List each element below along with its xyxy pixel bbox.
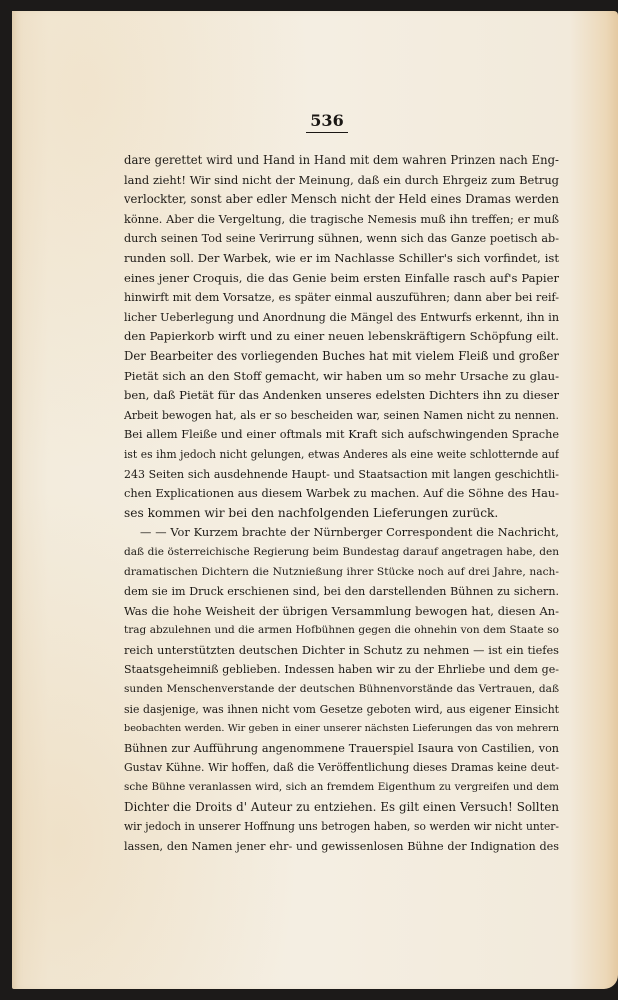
text-line: Staatsgeheimniß geblieben. Indessen haben wir zu der Ehrliebe und dem ge- [124,663,559,677]
text-line: dramatischen Dichtern die Nutznießung ihrer Stücke noch auf drei Jahre, nach- [124,565,559,579]
text-line: Bühnen zur Aufführung angenommene Trauerspiel Isaura von Castilien, von [124,741,559,755]
page-number: 536 [12,111,618,133]
text-line: den Papierkorb wirft und zu einer neuen lebenskräftigern Schöpfung eilt. [124,329,559,344]
text-line: hinwirft mit dem Vorsatze, es später einmal auszuführen; dann aber bei reif- [124,291,559,305]
text-line: ben, daß Pietät für das Andenken unseres edelsten Dichters ihn zu dieser [124,388,559,403]
text-line: licher Ueberlegung und Anordnung die Mängel des Entwurfs erkennt, ihn in [124,310,559,324]
text-line: Gustav Kühne. Wir hoffen, daß die Veröffentlichung dieses Dramas keine deut- [124,761,559,775]
text-line: Arbeit bewogen hat, als er so bescheiden war, seinen Namen nicht zu nennen. [124,408,559,422]
text-line: verlockter, sonst aber edler Mensch nicht der Held eines Dramas werden [124,192,559,207]
text-line: Der Bearbeiter des vorliegenden Buches hat mit vielem Fleiß und großer [124,348,559,363]
text-line: beobachten werden. Wir geben in einer unserer nächsten Lieferungen das von mehrern [124,723,559,735]
text-line: 243 Seiten sich ausdehnende Haupt- und Staatsaction mit langen geschichtli- [124,467,559,481]
text-line: runden soll. Der Warbek, wie er im Nachlasse Schiller's sich vorfindet, ist [124,250,559,265]
text-line: sche Bühne veranlassen wird, sich an fremdem Eigenthum zu vergreifen und dem [124,781,559,793]
text-line: ist es ihm jedoch nicht gelungen, etwas Anderes als eine weite schlotternde auf [124,447,559,461]
text-line: — — Vor Kurzem brachte der Nürnberger Correspondent die Nachricht, [140,525,559,540]
text-line: könne. Aber die Vergeltung, die tragische Nemesis muß ihn treffen; er muß [124,212,559,226]
text-line: daß die österreichische Regierung beim Bundestag darauf angetragen habe, den [124,545,559,558]
text-line: land zieht! Wir sind nicht der Meinung, daß ein durch Ehrgeiz zum Betrug [124,172,559,187]
text-line: Dichter die Droits d' Auteur zu entziehen. Es gilt einen Versuch! Sollten [124,799,559,814]
text-line: wir jedoch in unserer Hoffnung uns betrogen haben, so werden wir nicht unter- [124,820,559,834]
text-line: sunden Menschenverstande der deutschen Bühnenvorstände das Vertrauen, daß [124,683,559,696]
text-line: Bei allem Fleiße und einer oftmals mit Kraft sich aufschwingenden Sprache [124,428,559,442]
text-line: chen Explicationen aus diesem Warbek zu machen. Auf die Söhne des Hau- [124,486,559,501]
body-text [124,151,559,856]
book-page [12,11,618,989]
text-line: dare gerettet wird und Hand in Hand mit dem wahren Prinzen nach Eng- [124,153,559,167]
text-line: Was die hohe Weisheit der übrigen Versammlung bewogen hat, diesen An- [124,603,559,618]
text-line: durch seinen Tod seine Verirrung sühnen, wenn sich das Ganze poetisch ab- [124,232,559,246]
text-line: eines jener Croquis, die das Genie beim ersten Einfalle rasch auf's Papier [124,270,559,285]
text-line: ses kommen wir bei den nachfolgenden Lieferungen zurück. [124,505,499,520]
text-line: reich unterstützten deutschen Dichter in Schutz zu nehmen — ist ein tiefes [124,642,559,657]
text-line: Pietät sich an den Stoff gemacht, wir haben um so mehr Ursache zu glau- [124,368,559,383]
text-line: lassen, den Namen jener ehr- und gewissenlosen Bühne der Indignation des [124,839,559,853]
text-line: trag abzulehnen und die armen Hofbühnen gegen die ohnehin von dem Staate so [124,624,559,637]
text-line: dem sie im Druck erschienen sind, bei den darstellenden Bühnen zu sichern. [124,585,559,599]
text-line: sie dasjenige, was ihnen nicht vom Gesetze geboten wird, aus eigener Einsicht [124,702,559,716]
